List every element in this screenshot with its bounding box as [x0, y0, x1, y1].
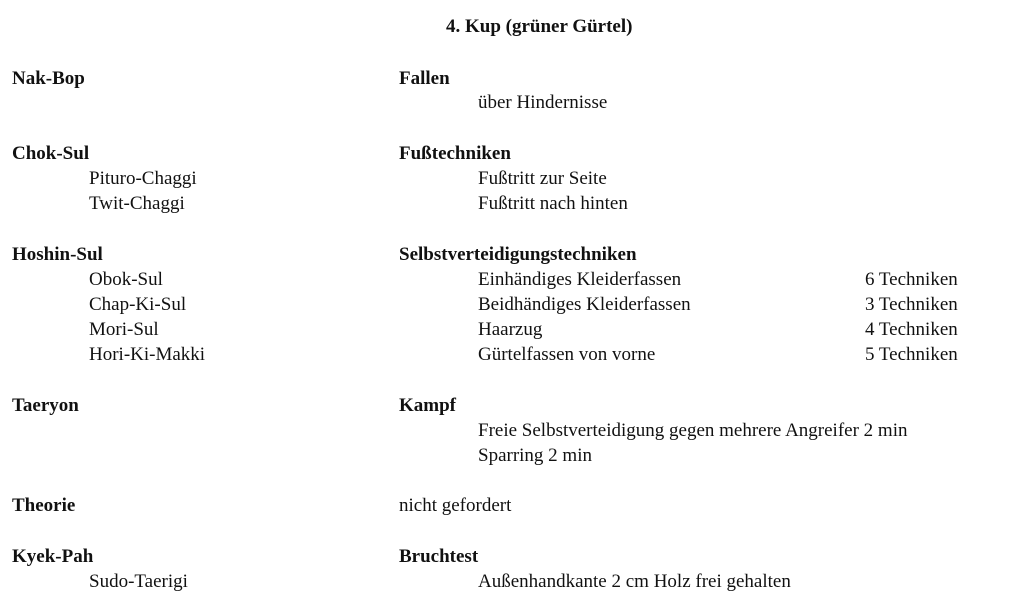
- german-item: Außenhandkante 2 cm Holz frei gehalten: [478, 571, 791, 592]
- korean-heading: Kyek-Pah: [12, 546, 94, 567]
- technique-count: 5 Techniken: [865, 344, 958, 365]
- korean-heading: Taeryon: [12, 395, 79, 416]
- german-heading: Kampf: [399, 395, 456, 416]
- german-item: Fußtritt zur Seite: [478, 168, 607, 189]
- korean-item: Twit-Chaggi: [89, 193, 185, 214]
- korean-item: Obok-Sul: [89, 269, 163, 290]
- korean-item: Chap-Ki-Sul: [89, 294, 187, 315]
- technique-count: 6 Techniken: [865, 269, 958, 290]
- korean-heading: Theorie: [12, 495, 76, 516]
- korean-item: Mori-Sul: [89, 319, 159, 340]
- german-heading: Bruchtest: [399, 546, 479, 567]
- german-heading: Fallen: [399, 68, 450, 89]
- german-item: Einhändiges Kleiderfassen: [478, 269, 682, 290]
- korean-item: Hori-Ki-Makki: [89, 344, 206, 365]
- technique-count: 4 Techniken: [865, 319, 958, 340]
- korean-heading: Hoshin-Sul: [12, 244, 103, 265]
- german-heading: Fußtechniken: [399, 143, 511, 164]
- korean-heading: Nak-Bop: [12, 68, 85, 89]
- german-item: Haarzug: [478, 319, 543, 340]
- german-item: Gürtelfassen von vorne: [478, 344, 656, 365]
- korean-heading: Chok-Sul: [12, 143, 90, 164]
- german-item: über Hindernisse: [478, 92, 608, 113]
- korean-item: Pituro-Chaggi: [89, 168, 197, 189]
- technique-count: 3 Techniken: [865, 294, 958, 315]
- page-title: 4. Kup (grüner Gürtel): [446, 16, 633, 37]
- german-item: Freie Selbstverteidigung gegen mehrere Angreifer 2 min: [478, 420, 908, 441]
- korean-item: Sudo-Taerigi: [89, 571, 188, 592]
- german-item: Sparring 2 min: [478, 445, 592, 466]
- german-item: Fußtritt nach hinten: [478, 193, 628, 214]
- german-heading: nicht gefordert: [399, 495, 512, 516]
- german-item: Beidhändiges Kleiderfassen: [478, 294, 691, 315]
- german-heading: Selbstverteidigungstechniken: [399, 244, 637, 265]
